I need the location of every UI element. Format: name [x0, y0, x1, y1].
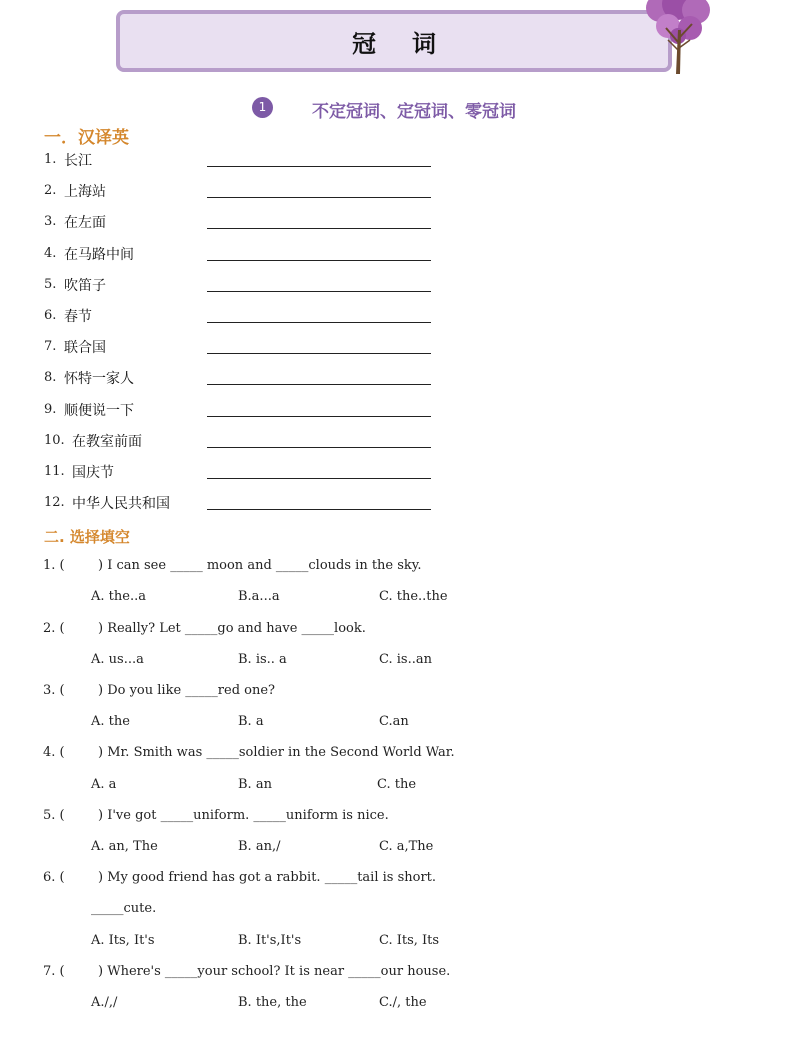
- vocab-chinese: 在教室前面: [72, 433, 142, 450]
- part1-title: 一．汉译英: [44, 128, 129, 148]
- vocab-list: [44, 150, 444, 524]
- option-b[interactable]: B. is.. a: [238, 652, 287, 667]
- vocab-item: [44, 306, 444, 337]
- vocab-chinese: 春节: [64, 308, 92, 325]
- answer-blank[interactable]: [207, 228, 431, 229]
- vocab-number: 9.: [44, 401, 57, 417]
- answer-blank[interactable]: [207, 291, 431, 292]
- vocab-item: [44, 493, 444, 524]
- vocab-item: [44, 275, 444, 306]
- question-number: 7. (: [43, 964, 65, 979]
- answer-blank[interactable]: [207, 197, 431, 198]
- question-number: 6. (: [43, 870, 65, 885]
- vocab-item: [44, 244, 444, 275]
- vocab-chinese: 中华人民共和国: [72, 496, 170, 513]
- question-continuation: _____cute.: [91, 901, 157, 916]
- option-c[interactable]: C. a,The: [379, 839, 434, 854]
- option-c[interactable]: C. is..an: [379, 652, 432, 667]
- option-a[interactable]: A. an, The: [91, 839, 158, 854]
- vocab-number: 4.: [44, 245, 57, 261]
- answer-blank[interactable]: [207, 416, 431, 417]
- option-c[interactable]: C. the..the: [379, 589, 448, 604]
- section-number-badge: 1: [252, 97, 273, 118]
- page-title: 冠词: [352, 30, 472, 58]
- vocab-chinese: 国庆节: [72, 464, 114, 481]
- option-a[interactable]: A. Its, It's: [91, 933, 155, 948]
- tree-decoration-icon: [638, 0, 714, 74]
- option-b[interactable]: B.a...a: [238, 589, 280, 604]
- option-a[interactable]: A. the: [91, 714, 130, 729]
- option-c[interactable]: C. Its, Its: [379, 933, 440, 948]
- option-a[interactable]: A. us...a: [91, 652, 144, 667]
- vocab-item: [44, 212, 444, 243]
- vocab-number: 12.: [44, 495, 65, 511]
- question-number: 5. (: [43, 808, 65, 823]
- vocab-chinese: 在左面: [64, 215, 106, 232]
- vocab-item: [44, 368, 444, 399]
- vocab-item: [44, 431, 444, 462]
- answer-blank[interactable]: [207, 166, 431, 167]
- vocab-number: 3.: [44, 214, 57, 230]
- option-a[interactable]: A. the..a: [91, 589, 146, 604]
- question-number: 2. (: [43, 621, 65, 636]
- option-c[interactable]: C. the: [377, 777, 417, 792]
- vocab-number: 7.: [44, 339, 57, 355]
- vocab-chinese: 长江: [64, 153, 92, 169]
- option-b[interactable]: B. It's,It's: [238, 933, 302, 948]
- vocab-chinese: 上海站: [64, 184, 106, 201]
- question-text: ) Where's _____your school? It is near _____our house.: [98, 964, 451, 979]
- vocab-number: 5.: [44, 276, 57, 292]
- title-banner: [116, 10, 672, 72]
- answer-blank[interactable]: [207, 384, 431, 385]
- vocab-number: 2.: [44, 183, 57, 199]
- vocab-chinese: 联合国: [64, 340, 106, 357]
- vocab-chinese: 怀特一家人: [64, 371, 134, 388]
- question-number: 3. (: [43, 683, 65, 698]
- vocab-number: 8.: [44, 370, 57, 386]
- option-c[interactable]: C./, the: [379, 995, 427, 1010]
- question-text: ) I can see _____ moon and _____clouds in the sky.: [98, 558, 422, 573]
- option-b[interactable]: B. an: [238, 777, 272, 792]
- vocab-item: [44, 400, 444, 431]
- option-b[interactable]: B. the, the: [238, 995, 307, 1010]
- answer-blank[interactable]: [207, 509, 431, 510]
- vocab-number: 11.: [44, 463, 65, 479]
- option-c[interactable]: C.an: [379, 714, 409, 729]
- answer-blank[interactable]: [207, 260, 431, 261]
- answer-blank[interactable]: [207, 447, 431, 448]
- vocab-item: [44, 462, 444, 493]
- vocab-item: [44, 150, 444, 181]
- vocab-item: [44, 181, 444, 212]
- question-text: ) Really? Let _____go and have _____look.: [98, 621, 366, 636]
- answer-blank[interactable]: [207, 322, 431, 323]
- vocab-chinese: 在马路中间: [64, 246, 134, 263]
- question-text: ) Mr. Smith was _____soldier in the Second World War.: [98, 745, 455, 760]
- option-b[interactable]: B. an,/: [238, 839, 281, 854]
- option-a[interactable]: A. a: [91, 777, 117, 792]
- vocab-item: [44, 337, 444, 368]
- answer-blank[interactable]: [207, 478, 431, 479]
- vocab-chinese: 吹笛子: [64, 277, 106, 294]
- question-number: 4. (: [43, 745, 65, 760]
- vocab-number: 6.: [44, 307, 57, 323]
- vocab-number: 10.: [44, 432, 65, 448]
- option-b[interactable]: B. a: [238, 714, 264, 729]
- question-number: 1. (: [43, 558, 65, 573]
- question-text: ) Do you like _____red one?: [98, 683, 276, 698]
- vocab-number: 1.: [44, 152, 57, 167]
- question-text: ) I've got _____uniform. _____uniform is nice.: [98, 808, 389, 823]
- section-title: 不定冠词、定冠词、零冠词: [312, 102, 516, 122]
- answer-blank[interactable]: [207, 353, 431, 354]
- vocab-chinese: 顺便说一下: [64, 402, 134, 419]
- question-text: ) My good friend has got a rabbit. _____tail is short.: [98, 870, 437, 885]
- part2-title: 二. 选择填空: [44, 528, 130, 546]
- option-a[interactable]: A./,/: [91, 995, 118, 1010]
